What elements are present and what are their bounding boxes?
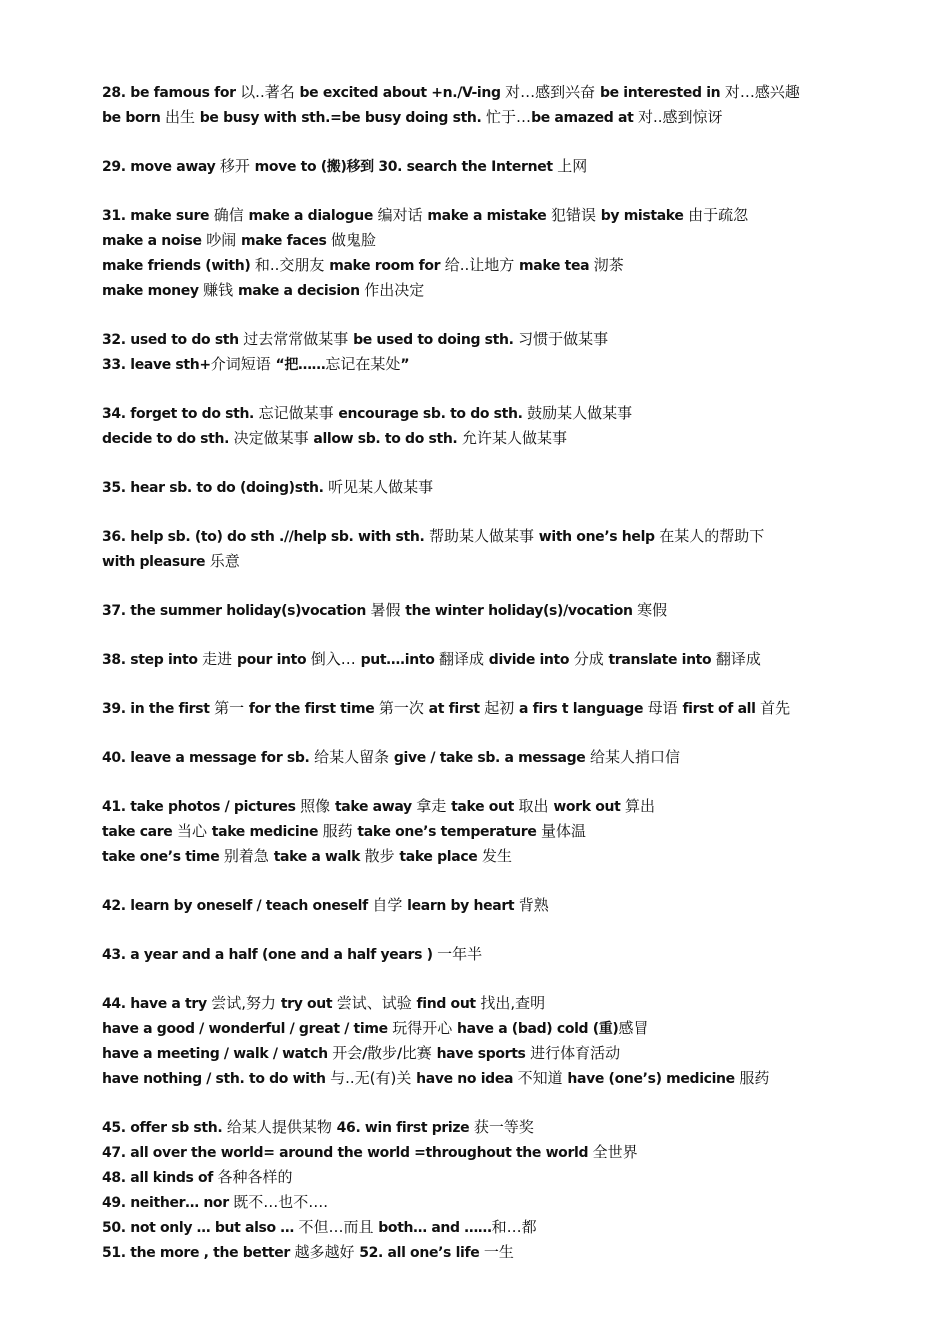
phrase-group — [102, 203, 932, 303]
chinese-meaning: 给..让地方 — [444, 256, 520, 274]
phrase-line — [102, 549, 932, 574]
english-phrase: be excited about +n./V-ing — [299, 85, 506, 101]
english-phrase: first of all — [682, 701, 761, 717]
english-phrase: have a good / wonderful / great / time — [102, 1021, 393, 1037]
phrase-list-page — [102, 80, 932, 1289]
chinese-meaning: 服药 — [739, 1069, 770, 1087]
chinese-meaning: 允许某人做某事 — [461, 429, 567, 447]
english-phrase: 47. all over the world= around the world =throughout the world — [102, 1145, 593, 1161]
chinese-meaning: 出生 — [164, 108, 200, 126]
phrase-line — [102, 598, 932, 623]
english-phrase: 41. take photos / pictures — [102, 799, 301, 815]
english-phrase: make friends (with) — [102, 258, 255, 274]
chinese-meaning: 忘记在某处 — [325, 355, 401, 373]
english-phrase: put….into — [360, 652, 440, 668]
phrase-group — [102, 794, 932, 869]
english-phrase: be amazed at — [531, 110, 638, 126]
phrase-line — [102, 228, 932, 253]
english-phrase: / — [362, 1046, 367, 1062]
chinese-meaning: 母语 — [647, 699, 683, 717]
phrase-group — [102, 696, 932, 721]
chinese-meaning: 与..无(有)关 — [330, 1069, 417, 1087]
english-phrase: 38. step into — [102, 652, 203, 668]
english-phrase: “把…… — [275, 357, 326, 373]
english-phrase: make a dialogue — [248, 208, 378, 224]
phrase-line — [102, 352, 932, 377]
english-phrase: with one’s help — [538, 529, 660, 545]
phrase-line — [102, 942, 932, 967]
english-phrase: a firs t language — [519, 701, 648, 717]
phrase-line — [102, 253, 932, 278]
phrase-line — [102, 844, 932, 869]
english-phrase: divide into — [488, 652, 574, 668]
phrase-line — [102, 745, 932, 770]
chinese-meaning: 给某人留条 — [314, 748, 394, 766]
phrase-line — [102, 1165, 932, 1190]
chinese-meaning: 听见某人做某事 — [328, 478, 434, 496]
phrase-line — [102, 1016, 932, 1041]
phrase-line — [102, 105, 932, 130]
english-phrase: 42. learn by oneself / teach oneself — [102, 898, 373, 914]
english-phrase: move to (搬)移到 30. search the Internet — [254, 159, 558, 175]
chinese-meaning: 一生 — [483, 1243, 514, 1261]
phrase-group — [102, 893, 932, 918]
phrase-line — [102, 647, 932, 672]
english-phrase: take out — [451, 799, 519, 815]
english-phrase: make a mistake — [427, 208, 551, 224]
chinese-meaning: 走进 — [202, 650, 237, 668]
phrase-line — [102, 1240, 932, 1265]
english-phrase: find out — [416, 996, 481, 1012]
chinese-meaning: 量体温 — [541, 822, 587, 840]
english-phrase: decide to do sth. — [102, 431, 234, 447]
chinese-meaning: 尝试、试验 — [336, 994, 417, 1012]
chinese-meaning: 帮助某人做某事 — [429, 527, 539, 545]
english-phrase: 45. offer sb sth. — [102, 1120, 227, 1136]
phrase-line — [102, 80, 932, 105]
phrase-line — [102, 475, 932, 500]
phrase-line — [102, 524, 932, 549]
phrase-line — [102, 991, 932, 1016]
chinese-meaning: 在某人的帮助下 — [659, 527, 765, 545]
phrase-group — [102, 524, 932, 574]
phrase-group — [102, 401, 932, 451]
chinese-meaning: 习惯于做某事 — [518, 330, 609, 348]
chinese-meaning: 第一 — [214, 699, 249, 717]
chinese-meaning: 背熟 — [518, 896, 549, 914]
chinese-meaning: 各种各样的 — [217, 1168, 293, 1186]
chinese-meaning: 编对话 — [377, 206, 428, 224]
chinese-meaning: 首先 — [760, 699, 791, 717]
chinese-meaning: 照像 — [300, 797, 335, 815]
chinese-meaning: 赚钱 — [203, 281, 238, 299]
chinese-meaning: 玩得开心 — [392, 1019, 458, 1037]
chinese-meaning: 一年半 — [437, 945, 483, 963]
english-phrase: 52. all one’s life — [359, 1245, 484, 1261]
english-phrase: be born — [102, 110, 165, 126]
chinese-meaning: 倒入… — [310, 650, 361, 668]
phrase-line — [102, 203, 932, 228]
chinese-meaning: 对…感兴趣 — [724, 83, 800, 101]
english-phrase: have sports — [436, 1046, 531, 1062]
english-phrase: / — [397, 1046, 402, 1062]
english-phrase: translate into — [608, 652, 716, 668]
english-phrase: 31. make sure — [102, 208, 214, 224]
chinese-meaning: 决定做某事 — [233, 429, 314, 447]
chinese-meaning: 分成 — [573, 650, 609, 668]
chinese-meaning: 和…都 — [491, 1218, 537, 1236]
chinese-meaning: 服药 — [322, 822, 358, 840]
phrase-line — [102, 401, 932, 426]
chinese-meaning: 起初 — [484, 699, 520, 717]
chinese-meaning: 做鬼脸 — [331, 231, 377, 249]
english-phrase: have no idea — [416, 1071, 518, 1087]
chinese-meaning: 当心 — [176, 822, 212, 840]
chinese-meaning: 拿走 — [416, 797, 452, 815]
english-phrase: by mistake — [600, 208, 689, 224]
english-phrase: learn by heart — [407, 898, 519, 914]
english-phrase: for the first time — [248, 701, 379, 717]
chinese-meaning: 介词短语 — [210, 355, 276, 373]
chinese-meaning: 过去常常做某事 — [243, 330, 354, 348]
chinese-meaning: 翻译成 — [715, 650, 761, 668]
phrase-line — [102, 696, 932, 721]
chinese-meaning: 开会 — [332, 1044, 363, 1062]
chinese-meaning: 感冒 — [618, 1019, 649, 1037]
chinese-meaning: 不知道 — [517, 1069, 568, 1087]
chinese-meaning: 以..著名 — [240, 83, 300, 101]
phrase-line — [102, 1190, 932, 1215]
english-phrase: work out — [553, 799, 625, 815]
phrase-line — [102, 426, 932, 451]
chinese-meaning: 吵闹 — [206, 231, 241, 249]
english-phrase: 28. be famous for — [102, 85, 241, 101]
english-phrase: 36. help sb. (to) do sth .//help sb. with sth. — [102, 529, 429, 545]
english-phrase: 37. the summer holiday(s)vocation — [102, 603, 371, 619]
english-phrase: make a noise — [102, 233, 207, 249]
phrase-group — [102, 80, 932, 130]
phrase-group — [102, 745, 932, 770]
english-phrase: be used to doing sth. — [353, 332, 519, 348]
phrase-group — [102, 475, 932, 500]
english-phrase: take one’s temperature — [357, 824, 541, 840]
english-phrase: 33. leave sth+ — [102, 357, 211, 373]
phrase-line — [102, 154, 932, 179]
phrase-group — [102, 942, 932, 967]
english-phrase: 39. in the first — [102, 701, 215, 717]
english-phrase: have (one’s) medicine — [567, 1071, 740, 1087]
english-phrase: make tea — [519, 258, 594, 274]
english-phrase: take medicine — [211, 824, 323, 840]
english-phrase: 35. hear sb. to do (doing)sth. — [102, 480, 329, 496]
english-phrase: allow sb. to do sth. — [313, 431, 462, 447]
chinese-meaning: 移开 — [219, 157, 255, 175]
chinese-meaning: 犯错误 — [550, 206, 601, 224]
english-phrase: take place — [399, 849, 482, 865]
english-phrase: encourage sb. to do sth. — [338, 406, 528, 422]
chinese-meaning: 沏茶 — [593, 256, 624, 274]
english-phrase: 48. all kinds of — [102, 1170, 218, 1186]
chinese-meaning: 由于疏忽 — [688, 206, 749, 224]
phrase-line — [102, 1115, 932, 1140]
english-phrase: make faces — [240, 233, 332, 249]
chinese-meaning: 和..交朋友 — [254, 256, 330, 274]
english-phrase: the winter holiday(s)/vocation — [405, 603, 638, 619]
chinese-meaning: 鼓励某人做某事 — [527, 404, 633, 422]
english-phrase: 32. used to do sth — [102, 332, 244, 348]
english-phrase: take a walk — [273, 849, 365, 865]
chinese-meaning: 对..感到惊讶 — [637, 108, 723, 126]
chinese-meaning: 获一等奖 — [473, 1118, 534, 1136]
chinese-meaning: 作出决定 — [364, 281, 425, 299]
chinese-meaning: 越多越好 — [294, 1243, 360, 1261]
english-phrase: 43. a year and a half (one and a half years ) — [102, 947, 438, 963]
english-phrase: be interested in — [599, 85, 725, 101]
english-phrase: both… and …… — [378, 1220, 492, 1236]
english-phrase: 49. neither… nor — [102, 1195, 234, 1211]
chinese-meaning: 不但…而且 — [298, 1218, 379, 1236]
chinese-meaning: 翻译成 — [439, 650, 489, 668]
english-phrase: 50. not only … but also … — [102, 1220, 299, 1236]
chinese-meaning: 上网 — [557, 157, 588, 175]
phrase-group — [102, 598, 932, 623]
english-phrase: have a meeting / walk / watch — [102, 1046, 333, 1062]
chinese-meaning: 散步 — [367, 1044, 398, 1062]
english-phrase: be busy with sth.=be busy doing sth. — [199, 110, 487, 126]
phrase-line — [102, 819, 932, 844]
chinese-meaning: 暑假 — [370, 601, 406, 619]
phrase-line — [102, 1140, 932, 1165]
english-phrase: make money — [102, 283, 204, 299]
chinese-meaning: 忙于… — [486, 108, 532, 126]
english-phrase: 40. leave a message for sb. — [102, 750, 315, 766]
chinese-meaning: 发生 — [481, 847, 512, 865]
english-phrase: take one’s time — [102, 849, 224, 865]
english-phrase: with pleasure — [102, 554, 210, 570]
chinese-meaning: 自学 — [372, 896, 408, 914]
phrase-line — [102, 1041, 932, 1066]
english-phrase: make a decision — [237, 283, 365, 299]
phrase-group — [102, 991, 932, 1091]
phrase-group — [102, 327, 932, 377]
chinese-meaning: 确信 — [213, 206, 249, 224]
english-phrase: 51. the more , the better — [102, 1245, 295, 1261]
english-phrase: try out — [280, 996, 337, 1012]
chinese-meaning: 找出,查明 — [480, 994, 546, 1012]
english-phrase: take care — [102, 824, 177, 840]
chinese-meaning: 第一次 — [378, 699, 429, 717]
english-phrase: 34. forget to do sth. — [102, 406, 259, 422]
chinese-meaning: 全世界 — [592, 1143, 638, 1161]
phrase-line — [102, 794, 932, 819]
english-phrase: 46. win first prize — [336, 1120, 474, 1136]
chinese-meaning: 寒假 — [637, 601, 668, 619]
chinese-meaning: 算出 — [624, 797, 655, 815]
chinese-meaning: 尝试,努力 — [211, 994, 281, 1012]
chinese-meaning: 散步 — [364, 847, 400, 865]
chinese-meaning: 给某人提供某物 — [226, 1118, 337, 1136]
chinese-meaning: 对…感到兴奋 — [505, 83, 600, 101]
phrase-line — [102, 893, 932, 918]
english-phrase: make room for — [329, 258, 445, 274]
english-phrase: at first — [428, 701, 485, 717]
english-phrase: have a (bad) cold (重) — [457, 1021, 619, 1037]
chinese-meaning: 别着急 — [223, 847, 274, 865]
phrase-line — [102, 278, 932, 303]
phrase-group — [102, 154, 932, 179]
chinese-meaning: 忘记做某事 — [258, 404, 339, 422]
chinese-meaning: 给某人捎口信 — [589, 748, 680, 766]
phrase-group — [102, 1115, 932, 1265]
english-phrase: pour into — [236, 652, 311, 668]
chinese-meaning: 乐意 — [209, 552, 240, 570]
english-phrase: have nothing / sth. to do with — [102, 1071, 331, 1087]
phrase-line — [102, 1066, 932, 1091]
chinese-meaning: 既不…也不…. — [233, 1193, 329, 1211]
phrase-line — [102, 1215, 932, 1240]
chinese-meaning: 取出 — [518, 797, 554, 815]
phrase-line — [102, 327, 932, 352]
chinese-meaning: 比赛 — [401, 1044, 437, 1062]
english-phrase: give / take sb. a message — [393, 750, 590, 766]
english-phrase: take away — [334, 799, 417, 815]
chinese-meaning: 进行体育活动 — [530, 1044, 621, 1062]
english-phrase: 44. have a try — [102, 996, 212, 1012]
phrase-group — [102, 647, 932, 672]
english-phrase: 29. move away — [102, 159, 220, 175]
english-phrase: ” — [400, 357, 410, 373]
